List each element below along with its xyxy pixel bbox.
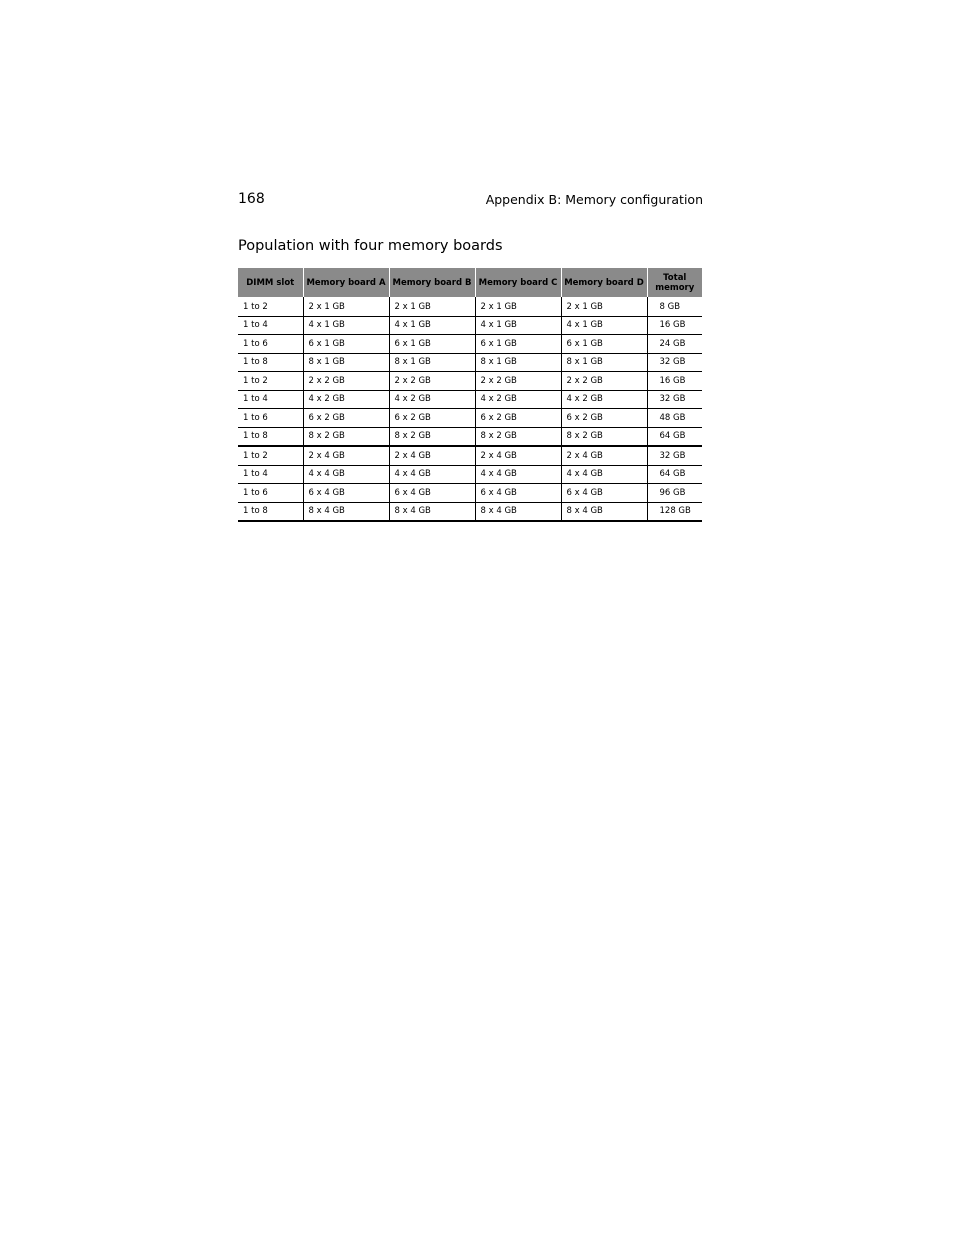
table-row (238, 316, 702, 335)
total-memory-cell: 24 GB (647, 335, 702, 354)
board-d-cell: 2 x 2 GB (561, 372, 647, 391)
table-body (238, 297, 702, 521)
table-row (238, 465, 702, 484)
board-c-cell: 4 x 2 GB (475, 390, 561, 409)
table-row (238, 427, 702, 446)
table-row (238, 409, 702, 428)
table-header-row (238, 268, 702, 297)
dimm-slot-cell: 1 to 6 (238, 335, 303, 354)
board-b-cell: 2 x 1 GB (389, 297, 475, 316)
board-b-cell: 4 x 2 GB (389, 390, 475, 409)
board-a-cell: 8 x 2 GB (303, 427, 389, 446)
board-c-cell: 8 x 4 GB (475, 502, 561, 521)
dimm-slot-cell: 1 to 2 (238, 372, 303, 391)
board-a-cell: 8 x 4 GB (303, 502, 389, 521)
board-a-cell: 8 x 1 GB (303, 353, 389, 372)
board-a-cell: 6 x 2 GB (303, 409, 389, 428)
board-c-cell: 6 x 1 GB (475, 335, 561, 354)
board-b-cell: 8 x 4 GB (389, 502, 475, 521)
total-memory-cell: 16 GB (647, 316, 702, 335)
total-memory-cell: 16 GB (647, 372, 702, 391)
board-d-cell: 4 x 2 GB (561, 390, 647, 409)
board-d-cell: 4 x 1 GB (561, 316, 647, 335)
board-a-cell: 4 x 2 GB (303, 390, 389, 409)
column-header-memory-board-a: Memory board A (303, 268, 389, 297)
board-c-cell: 2 x 4 GB (475, 446, 561, 465)
dimm-slot-cell: 1 to 4 (238, 316, 303, 335)
page-number: 168 (238, 191, 265, 207)
board-c-cell: 2 x 2 GB (475, 372, 561, 391)
column-header-memory-board-b: Memory board B (389, 268, 475, 297)
board-c-cell: 6 x 2 GB (475, 409, 561, 428)
column-header-memory-board-d: Memory board D (561, 268, 647, 297)
board-a-cell: 6 x 4 GB (303, 484, 389, 503)
dimm-slot-cell: 1 to 2 (238, 446, 303, 465)
total-memory-cell: 64 GB (647, 427, 702, 446)
total-memory-cell: 8 GB (647, 297, 702, 316)
dimm-slot-cell: 1 to 4 (238, 390, 303, 409)
column-header-total-memory: Total memory (647, 268, 702, 297)
dimm-slot-cell: 1 to 6 (238, 409, 303, 428)
board-d-cell: 8 x 2 GB (561, 427, 647, 446)
board-d-cell: 2 x 4 GB (561, 446, 647, 465)
table-row (238, 502, 702, 521)
board-b-cell: 2 x 4 GB (389, 446, 475, 465)
total-memory-cell: 32 GB (647, 353, 702, 372)
board-a-cell: 2 x 4 GB (303, 446, 389, 465)
board-d-cell: 8 x 1 GB (561, 353, 647, 372)
total-memory-cell: 32 GB (647, 446, 702, 465)
board-d-cell: 4 x 4 GB (561, 465, 647, 484)
dimm-slot-cell: 1 to 6 (238, 484, 303, 503)
board-b-cell: 8 x 2 GB (389, 427, 475, 446)
table-row (238, 484, 702, 503)
section-title: Population with four memory boards (238, 238, 503, 254)
column-header-memory-board-c: Memory board C (475, 268, 561, 297)
table-row (238, 372, 702, 391)
board-c-cell: 8 x 2 GB (475, 427, 561, 446)
board-b-cell: 6 x 1 GB (389, 335, 475, 354)
board-a-cell: 6 x 1 GB (303, 335, 389, 354)
total-memory-cell: 64 GB (647, 465, 702, 484)
board-a-cell: 2 x 1 GB (303, 297, 389, 316)
board-d-cell: 6 x 4 GB (561, 484, 647, 503)
total-memory-cell: 96 GB (647, 484, 702, 503)
table-row (238, 390, 702, 409)
dimm-slot-cell: 1 to 4 (238, 465, 303, 484)
board-d-cell: 2 x 1 GB (561, 297, 647, 316)
board-a-cell: 2 x 2 GB (303, 372, 389, 391)
board-c-cell: 6 x 4 GB (475, 484, 561, 503)
board-c-cell: 4 x 1 GB (475, 316, 561, 335)
board-c-cell: 8 x 1 GB (475, 353, 561, 372)
board-a-cell: 4 x 4 GB (303, 465, 389, 484)
board-b-cell: 4 x 1 GB (389, 316, 475, 335)
table-row (238, 353, 702, 372)
board-b-cell: 6 x 4 GB (389, 484, 475, 503)
dimm-slot-cell: 1 to 8 (238, 427, 303, 446)
running-header: Appendix B: Memory configuration (485, 192, 703, 207)
memory-population-table (238, 268, 702, 522)
board-d-cell: 6 x 2 GB (561, 409, 647, 428)
board-b-cell: 8 x 1 GB (389, 353, 475, 372)
dimm-slot-cell: 1 to 2 (238, 297, 303, 316)
total-memory-cell: 48 GB (647, 409, 702, 428)
board-c-cell: 2 x 1 GB (475, 297, 561, 316)
board-a-cell: 4 x 1 GB (303, 316, 389, 335)
board-b-cell: 4 x 4 GB (389, 465, 475, 484)
dimm-slot-cell: 1 to 8 (238, 502, 303, 521)
column-header-dimm-slot: DIMM slot (238, 268, 303, 297)
total-memory-cell: 128 GB (647, 502, 702, 521)
table-row (238, 446, 702, 465)
board-d-cell: 6 x 1 GB (561, 335, 647, 354)
board-d-cell: 8 x 4 GB (561, 502, 647, 521)
board-b-cell: 2 x 2 GB (389, 372, 475, 391)
board-c-cell: 4 x 4 GB (475, 465, 561, 484)
table-row (238, 297, 702, 316)
table-row (238, 335, 702, 354)
total-memory-cell: 32 GB (647, 390, 702, 409)
board-b-cell: 6 x 2 GB (389, 409, 475, 428)
dimm-slot-cell: 1 to 8 (238, 353, 303, 372)
